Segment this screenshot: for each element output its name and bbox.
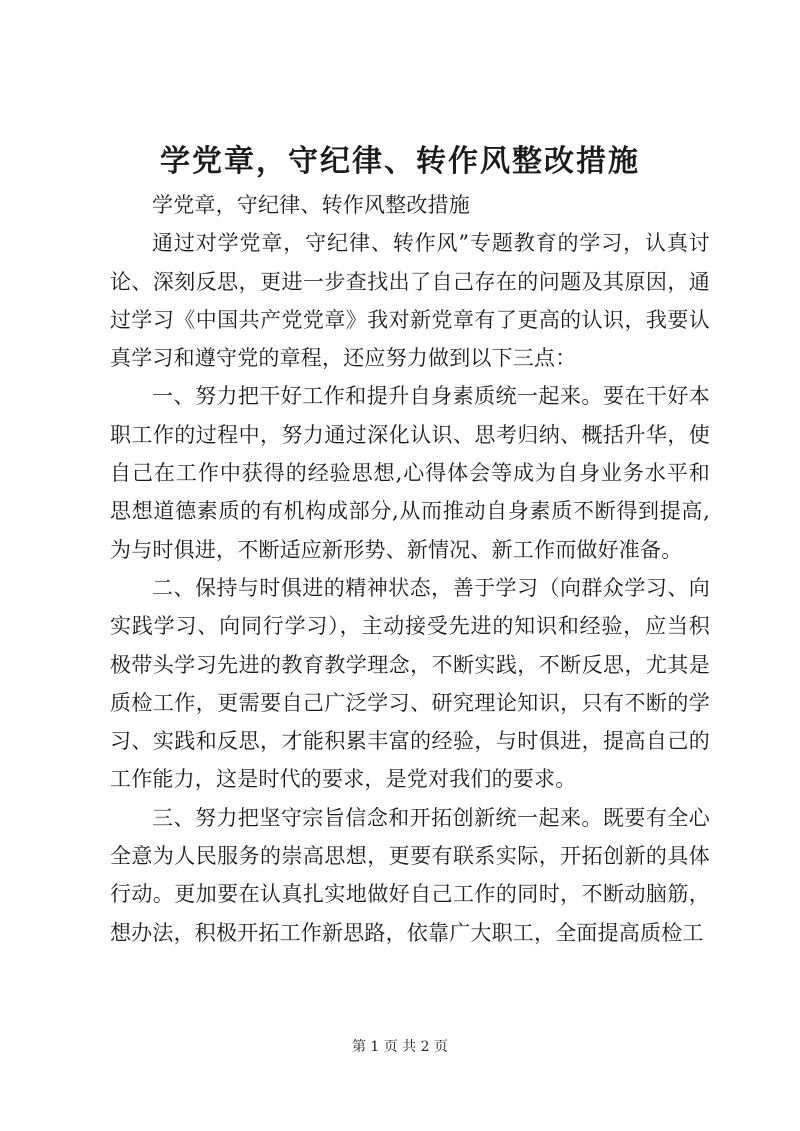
paragraph-point-two: 二、保持与时俱进的精神状态，善于学习（向群众学习、向实践学习、向同行学习），主动接受先进的知识和经验，应当积极带头学习先进的教育教学理念，不断实践，不断反思，尤其是质检工作，更需要自己广泛学习、研究理论知识，只有不断的学习、实践和反思，才能积累丰富的经验，与时俱进，提高自己的工作能力，这是时代的要求，是党对我们的要求。 bbox=[110, 575, 710, 792]
page-number-footer: 第 1 页 共 2 页 bbox=[351, 1039, 449, 1055]
document-title: 学党章，守纪律、转作风整改措施 bbox=[160, 144, 640, 179]
document-body bbox=[110, 186, 710, 952]
paragraph-point-one: 一、努力把干好工作和提升自身素质统一起来。要在干好本职工作的过程中，努力通过深化认识、思考归纳、概括升华，使自己在工作中获得的经验思想,心得体会等成为自身业务水平和思想道德素质的有机构成部分,从而推动自身素质不断得到提高,为与时俱进，不断适应新形势、新情况、新工作而做好准备。 bbox=[110, 384, 710, 562]
paragraph-intro: 通过对学党章，守纪律、转作风”专题教育的学习，认真讨论、深刻反思，更进一步查找出了自己存在的问题及其原因，通过学习《中国共产党党章》我对新党章有了更高的认识，我要认真学习和遵守党的章程，还应努力做到以下三点： bbox=[110, 231, 710, 371]
paragraph-point-three: 三、努力把坚守宗旨信念和开拓创新统一起来。既要有全心全意为人民服务的崇高思想，更要有联系实际，开拓创新的具体行动。更加要在认真扎实地做好自己工作的同时，不断动脑筋，想办法，积极开拓工作新思路，依靠广大职工，全面提高质检工 bbox=[110, 805, 710, 945]
paragraph-subtitle: 学党章，守纪律、转作风整改措施 bbox=[152, 193, 470, 217]
